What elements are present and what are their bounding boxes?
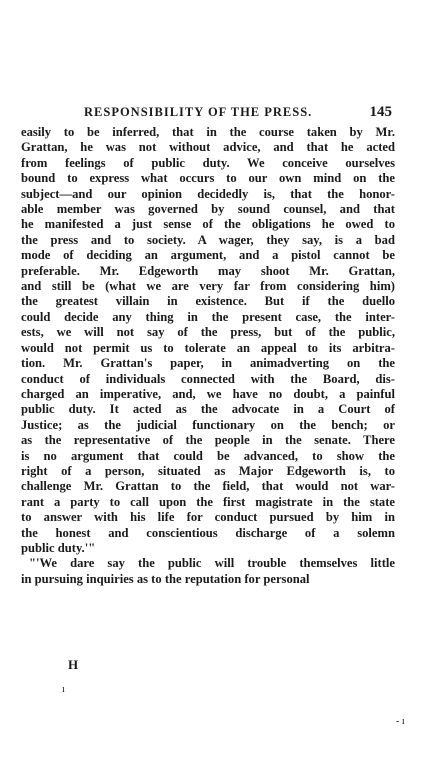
text-line: conduct of individuals connected with the Board, dis- xyxy=(21,371,395,386)
text-line: tion. Mr. Grattan's paper, in animadverting on the xyxy=(21,356,395,371)
text-line: public duty. It acted as the advocate in a Court of xyxy=(21,402,395,417)
text-line: right of a person, situated as Major Edgeworth is, to xyxy=(21,463,395,478)
text-line: and still be (what we are very far from considering him) xyxy=(21,279,395,294)
text-line: as the representative of the people in the senate. There xyxy=(21,433,395,448)
text-line: challenge Mr. Grattan to the field, that would not war- xyxy=(21,479,395,494)
text-line: charged an imperative, and, we have no doubt, a painful xyxy=(21,386,395,401)
signature-mark: H xyxy=(68,657,79,672)
text-line: could decide any thing in the present case, the inter- xyxy=(21,309,395,324)
text-line: in pursuing inquiries as to the reputation for personal xyxy=(21,571,310,586)
text-line: "'We dare say the public will trouble themselves little xyxy=(29,556,395,571)
text-line: bound to express what occurs to our own mind on the xyxy=(21,171,395,186)
text-line: public duty.'" xyxy=(21,540,96,555)
text-line: subject—and our opinion decidedly is, that the honor- xyxy=(21,186,395,201)
text-line: the press and to society. A wager, they say, is a bad xyxy=(21,232,395,247)
text-line: Justice; as the judicial functionary on the bench; or xyxy=(21,417,395,432)
text-line: from feelings of public duty. We conceive ourselves xyxy=(21,155,395,170)
text-line: Grattan, he was not without advice, and that he acted xyxy=(21,140,395,155)
text-line: easily to be inferred, that in the course taken by Mr. xyxy=(21,125,395,139)
text-line: ests, we will not say of the press, but of the public, xyxy=(21,325,395,340)
text-line: able member was governed by sound counsel, and that xyxy=(21,202,395,217)
stray-mark-right: - ı xyxy=(396,716,405,727)
stray-mark-left: ı xyxy=(62,684,65,695)
text-line: he manifested a just sense of the obligations he owed to xyxy=(21,217,395,232)
text-line: preferable. Mr. Edgeworth may shoot Mr. Grattan, xyxy=(21,263,395,278)
text-line: the honest and conscientious discharge of a solemn xyxy=(21,525,395,540)
text-line: would not permit us to tolerate an appeal to its arbitra- xyxy=(21,340,395,355)
body-text xyxy=(21,125,395,587)
running-head: RESPONSIBILITY OF THE PRESS. xyxy=(84,105,313,119)
text-line: rant a party to call upon the first magistrate in the state xyxy=(21,494,395,509)
page-number: 145 xyxy=(369,104,392,120)
text-line: is no argument that could be advanced, to show the xyxy=(21,448,395,463)
text-line: the greatest villain in existence. But if the duello xyxy=(21,294,395,309)
page-header xyxy=(70,104,392,121)
text-line: mode of deciding an argument, and a pistol cannot be xyxy=(21,248,395,263)
text-line: to answer with his life for conduct pursued by him in xyxy=(21,510,395,525)
